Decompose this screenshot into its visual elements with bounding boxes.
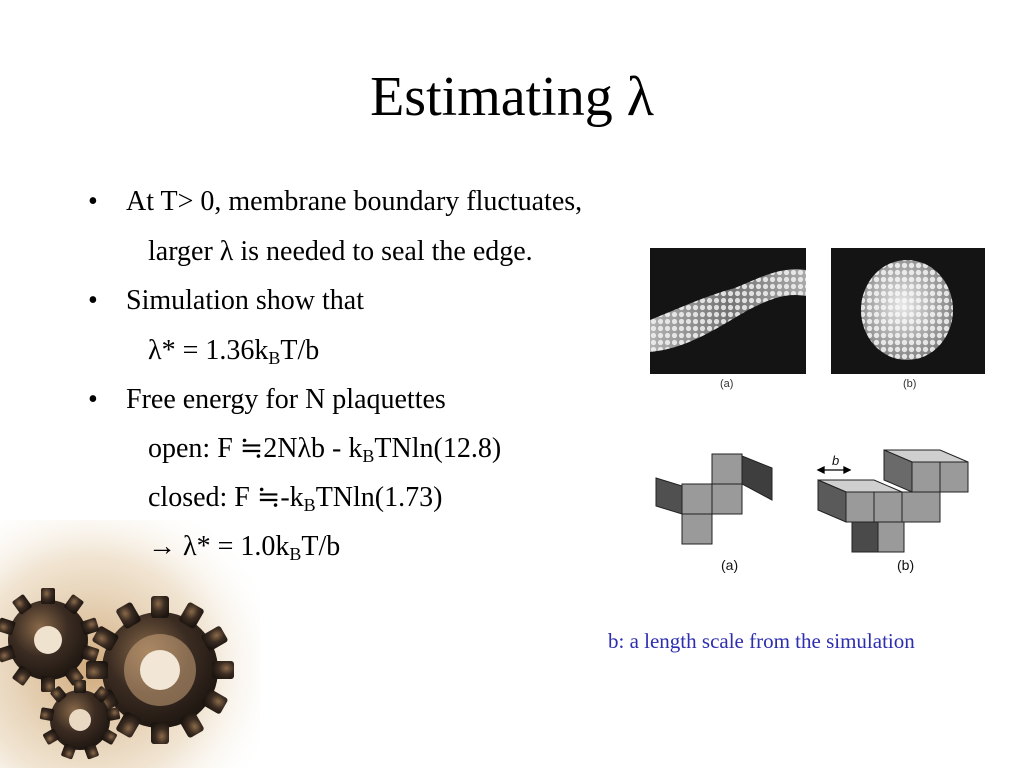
figure-caption: b: a length scale from the simulation [608, 629, 915, 653]
membrane-photo-a [650, 248, 806, 374]
subscript-b: B [303, 495, 316, 515]
arrow-right-icon: → [148, 531, 176, 562]
formula-closed [148, 481, 442, 515]
bullet-text-fluctuates: At T> 0, membrane boundary fluctuates, [126, 186, 583, 217]
plaquette-diagram-open [652, 448, 776, 558]
b-length-marker: b [832, 453, 840, 468]
diagram-label-a: (a) [721, 557, 739, 573]
bullet-marker: • [88, 186, 98, 217]
bullet-marker: • [88, 384, 98, 415]
formula-part: λ* = 1.0k [176, 531, 290, 562]
bullet-marker: • [88, 285, 98, 316]
subscript-b: B [268, 348, 281, 368]
photo-label-b: (b) [903, 378, 917, 390]
formula-part: open: F ≒2Nλb - k [148, 433, 363, 464]
membrane-photo-b [831, 248, 985, 374]
formula-part: T/b [301, 531, 341, 562]
bullet-text-simulation: Simulation show that [126, 285, 364, 316]
formula-open [148, 432, 501, 466]
subscript-b: B [362, 446, 375, 466]
subscript-b: B [289, 544, 302, 564]
diagram-label-b: (b) [897, 557, 915, 573]
formula-part: TNln(12.8) [374, 433, 502, 464]
formula-result [148, 530, 340, 564]
formula-part: T/b [280, 335, 320, 366]
formula-part: λ* = 1.36k [148, 335, 269, 366]
formula-part: TNln(1.73) [315, 482, 443, 513]
formula-part: closed: F ≒-k [148, 482, 304, 513]
photo-label-a: (a) [720, 378, 734, 390]
line-larger-lambda: larger λ is needed to seal the edge. [148, 236, 533, 267]
slide-title: Estimating λ [370, 66, 654, 128]
bullet-text-free-energy: Free energy for N plaquettes [126, 384, 446, 415]
formula-lambda-sim [148, 334, 319, 368]
